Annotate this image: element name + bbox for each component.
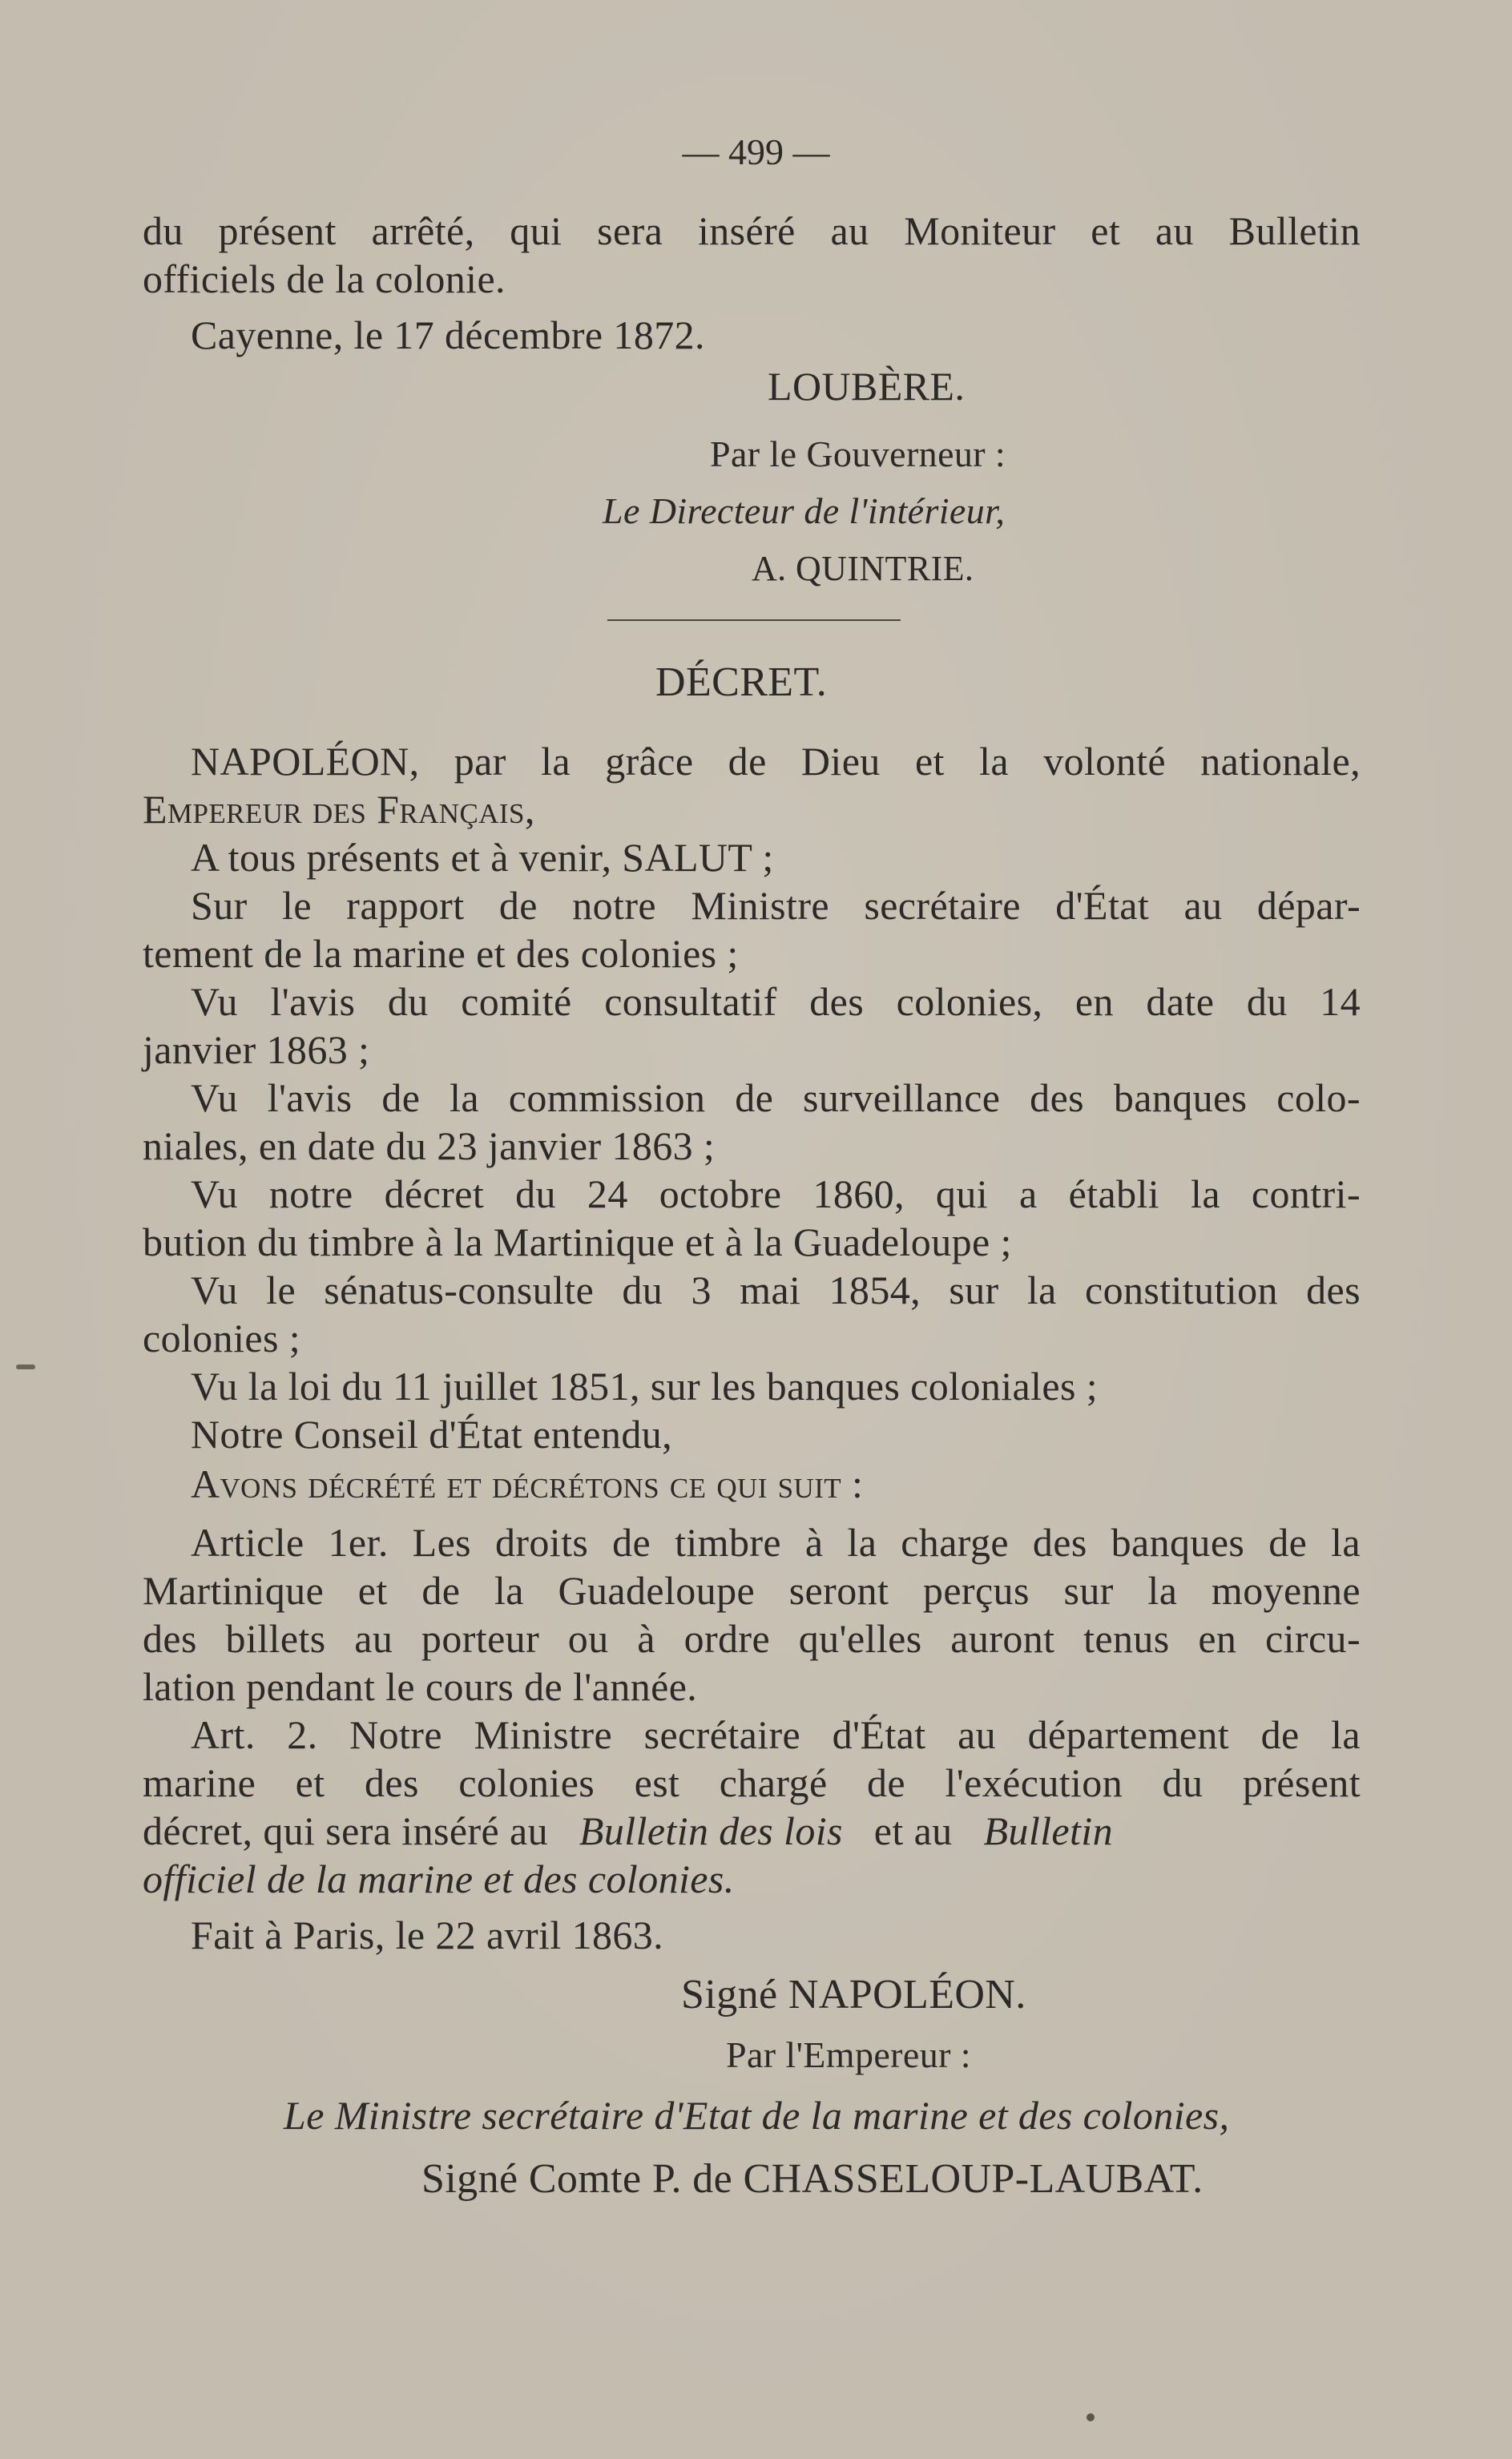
article-2-line-b: marine et des colonies est chargé de l'exécution du présent	[143, 1760, 1361, 1805]
preamble-director-title: Le Directeur de l'intérieur,	[603, 490, 1006, 531]
article-1-line-d: lation pendant le cours de l'année.	[143, 1664, 698, 1709]
decree-title: DÉCRET.	[655, 659, 828, 705]
decree-signe-comte: Signé Comte P. de CHASSELOUP-LAUBAT.	[421, 2156, 1204, 2202]
decree-intro-2: Empereur des Français,	[143, 787, 535, 832]
preamble-director-name: A. QUINTRIE.	[752, 549, 974, 588]
ink-speck	[1087, 2413, 1095, 2421]
decree-vu4-b: bution du timbre à la Martinique et à la Guadeloupe ;	[143, 1219, 1012, 1264]
page-number: — 499 —	[682, 131, 830, 172]
decree-vu5-a: Vu le sénatus-consulte du 3 mai 1854, sur la constitution des	[191, 1268, 1361, 1312]
decree-fait: Fait à Paris, le 22 avril 1863.	[191, 1913, 664, 1957]
article-1-line-b: Martinique et de la Guadeloupe seront perçus sur la moyenne	[143, 1568, 1361, 1613]
preamble-place-date: Cayenne, le 17 décembre 1872.	[191, 312, 705, 357]
preamble-line-2: officiels de la colonie.	[143, 256, 506, 301]
article-2-line-a: Art. 2. Notre Ministre secrétaire d'État au département de la	[191, 1712, 1361, 1757]
decree-vu3-b: niales, en date du 23 janvier 1863 ;	[143, 1123, 716, 1168]
section-divider	[607, 619, 901, 621]
article-2-line-c-text-1: décret, qui sera inséré au	[143, 1808, 548, 1853]
decree-conseil: Notre Conseil d'État entendu,	[191, 1412, 673, 1457]
article-2-line-c-text-2: et au	[873, 1808, 953, 1853]
decree-vu6: Vu la loi du 11 juillet 1851, sur les banques coloniales ;	[191, 1364, 1099, 1409]
article-2-line-c-italic-1: Bulletin des lois	[579, 1808, 843, 1853]
article-2-line-d: officiel de la marine et des colonies.	[143, 1856, 735, 1901]
preamble-signature: LOUBÈRE.	[768, 364, 966, 409]
decree-vu1-a: Sur le rapport de notre Ministre secrétaire d'État au dépar-	[191, 883, 1361, 928]
ink-speck	[16, 1365, 35, 1369]
decree-vu3-a: Vu l'avis de la commission de surveillance des banques colo-	[191, 1075, 1361, 1120]
decree-vu1-b: tement de la marine et des colonies ;	[143, 931, 739, 976]
article-2-line-c	[143, 1807, 1113, 1855]
decree-vu2-a: Vu l'avis du comité consultatif des colonies, en date du 14	[191, 979, 1361, 1024]
preamble-line-1: du présent arrêté, qui sera inséré au Moniteur et au Bulletin	[143, 208, 1361, 253]
decree-ministre: Le Ministre secrétaire d'Etat de la marine et des colonies,	[284, 2093, 1230, 2138]
decree-vu5-b: colonies ;	[143, 1316, 301, 1361]
decree-intro-1: NAPOLÉON, par la grâce de Dieu et la volonté nationale,	[191, 739, 1361, 784]
decree-par-empereur: Par l'Empereur :	[726, 2034, 971, 2075]
decree-signe-napoleon: Signé NAPOLÉON.	[681, 1972, 1026, 2018]
decree-avons: Avons décrété et décrétons ce qui suit :	[191, 1461, 864, 1506]
decree-vu4-a: Vu notre décret du 24 octobre 1860, qui a établi la contri-	[191, 1171, 1361, 1216]
article-2-line-c-italic-2: Bulletin	[983, 1808, 1113, 1853]
preamble-par-gouverneur: Par le Gouverneur :	[710, 433, 1006, 474]
article-1-line-c: des billets au porteur ou à ordre qu'elles auront tenus en circu-	[143, 1616, 1361, 1661]
decree-salut: A tous présents et à venir, SALUT ;	[191, 835, 774, 880]
decree-vu2-b: janvier 1863 ;	[143, 1027, 370, 1072]
article-1-line-a: Article 1er. Les droits de timbre à la charge des banques de la	[191, 1520, 1361, 1565]
